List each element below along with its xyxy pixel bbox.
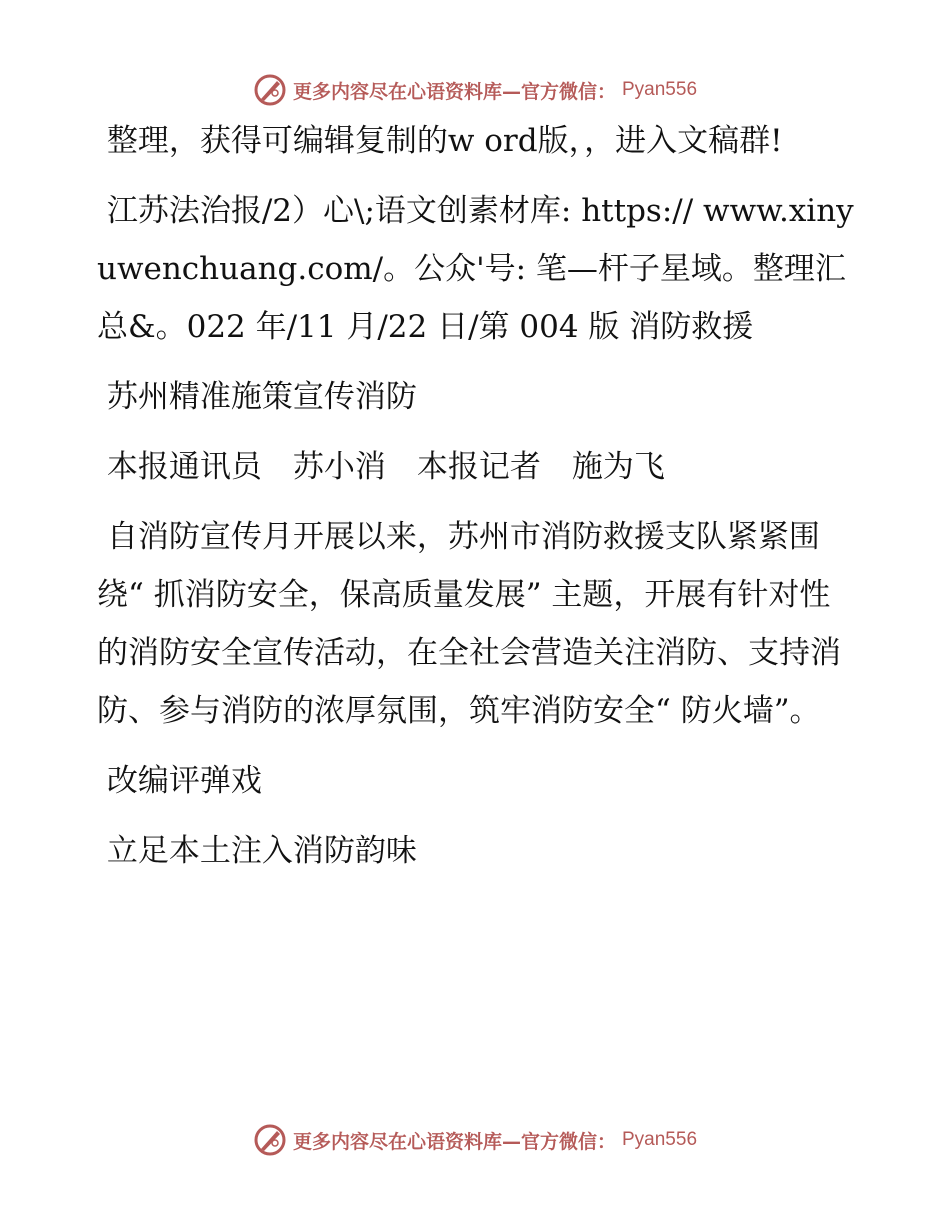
- header-watermark: [0, 70, 950, 110]
- paragraph-source: 江苏法治报/2）心\;语文创素材库: https:// www.xinyuwenchuang.com/。公众'号: 笔—杆子星域。整理汇总&。022 年/11 月/22 日/第 004 版 消防救援: [97, 193, 854, 345]
- watermark-text: 更多内容尽在心语资料库—官方微信：: [292, 80, 616, 103]
- document-body: [97, 112, 857, 892]
- paragraph-intro: 整理，获得可编辑复制的w ord版，，进入文稿群!: [97, 123, 783, 159]
- article-title: 苏州精准施策宣传消防: [97, 379, 417, 415]
- watermark-text: 更多内容尽在心语资料库—官方微信：: [292, 1130, 616, 1153]
- quill-logo-icon: [253, 1123, 287, 1157]
- section-heading: 改编评弹戏: [97, 763, 262, 799]
- footer-watermark: [0, 1120, 950, 1160]
- watermark-wechat-id: Pyan556: [622, 79, 698, 100]
- quill-logo-icon: [253, 73, 287, 107]
- section-subheading: 立足本土注入消防韵味: [97, 833, 417, 869]
- paragraph-lead: 自消防宣传月开展以来，苏州市消防救援支队紧紧围绕“ 抓消防安全，保高质量发展” 主题，开展有针对性的消防安全宣传活动，在全社会营造关注消防、支持消防、参与消防的浓厚氛围，筑牢消防安全“ 防火墙”。: [97, 519, 841, 729]
- watermark-wechat-id: Pyan556: [622, 1129, 698, 1150]
- article-byline: 本报通讯员 苏小消 本报记者 施为飞: [97, 449, 665, 485]
